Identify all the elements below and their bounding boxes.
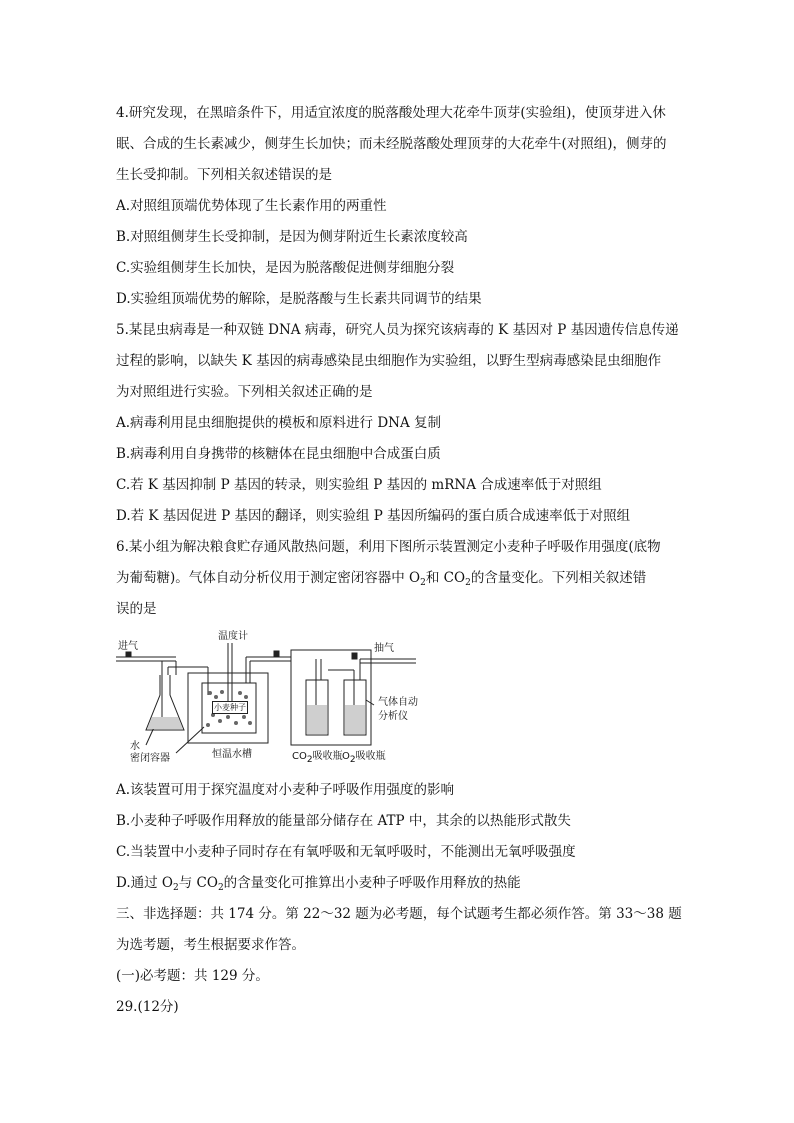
q6-option-a: A.该装置可用于探究温度对小麦种子呼吸作用强度的影响 bbox=[116, 782, 455, 798]
section3-intro-line2: 为选考题，考生根据要求作答。 bbox=[116, 937, 305, 953]
seeds-label: 小麦种子 bbox=[214, 703, 246, 712]
co2-bottle-label bbox=[292, 751, 343, 765]
outlet-valve-icon bbox=[352, 653, 357, 659]
exam-page bbox=[116, 98, 686, 1023]
q6-stem-line1: 6.某小组为解决粮食贮存通风散热问题，利用下图所示装置测定小麦种子呼吸作用强度(底物 bbox=[116, 539, 661, 555]
q5-option-b: B.病毒利用自身携带的核糖体在昆虫细胞中合成蛋白质 bbox=[116, 446, 441, 462]
water-bath-label: 恒温水槽 bbox=[212, 749, 252, 760]
q6-option-d-sub2: 2 bbox=[217, 883, 224, 893]
q4-stem-line2: 眠、合成的生长素减少，侧芽生长加快；而未经脱落酸处理顶芽的大花牵牛(对照组)，侧芽的 bbox=[116, 136, 667, 152]
q6-co2-subscript: 2 bbox=[465, 578, 471, 588]
q6-stem-line2-part1: 为葡萄糖)。气体自动分析仪用于测定密闭容器中 O bbox=[116, 570, 421, 586]
q6-option-d-part2: 与 CO bbox=[178, 875, 218, 891]
apparatus-figure bbox=[116, 631, 456, 765]
q6-stem-line2 bbox=[116, 563, 686, 594]
o2-bottle-label bbox=[342, 751, 386, 765]
q6-option-d bbox=[116, 868, 686, 899]
q4-option-a: A.对照组顶端优势体现了生长素作用的两重性 bbox=[116, 198, 387, 214]
q6-o2-subscript: 2 bbox=[420, 578, 426, 588]
required-questions-heading: (一)必考题：共 129 分。 bbox=[116, 968, 269, 984]
q6-stem-line2-part3: 的含量变化。下列相关叙述错 bbox=[470, 570, 647, 586]
o2-bottle-label-sub: 2 bbox=[349, 755, 356, 765]
q4-option-b: B.对照组侧芽生长受抑制，是因为侧芽附近生长素浓度较高 bbox=[116, 229, 468, 245]
q5-stem-line1: 5.某昆虫病毒是一种双链 DNA 病毒，研究人员为探究该病毒的 K 基因对 P 基因遗传信息传递 bbox=[116, 322, 679, 338]
q6-option-c: C.当装置中小麦种子同时存在有氧呼吸和无氧呼吸时，不能测出无氧呼吸强度 bbox=[116, 844, 576, 860]
q6-option-b: B.小麦种子呼吸作用释放的能量部分储存在 ATP 中，其余的以热能形式散失 bbox=[116, 813, 571, 829]
analyzer-label-line1: 气体自动 bbox=[378, 697, 418, 708]
analyzer-label-line2: 分析仪 bbox=[378, 711, 408, 722]
section3-intro-line1: 三、非选择题：共 174 分。第 22～32 题为必考题，每个试题考生都必须作答。第 33～38 题 bbox=[116, 906, 682, 922]
q4-option-c: C.实验组侧芽生长加快，是因为脱落酸促进侧芽细胞分裂 bbox=[116, 260, 455, 276]
o2-bottle-label-b: 吸收瓶 bbox=[355, 751, 386, 762]
co2-bottle-label-b: 吸收瓶 bbox=[312, 751, 343, 762]
q6-option-d-part3: 的含量变化可推算出小麦种子呼吸作用释放的热能 bbox=[223, 875, 521, 891]
q6-stem-line3: 误的是 bbox=[116, 601, 157, 617]
q6-stem-line2-part2: 和 CO bbox=[425, 570, 466, 586]
co2-bottle-label-sub: 2 bbox=[306, 755, 313, 765]
q5-option-a: A.病毒利用昆虫细胞提供的模板和原料进行 DNA 复制 bbox=[116, 415, 442, 431]
o2-bottle-label-a: O bbox=[342, 751, 350, 762]
thermometer-label: 温度计 bbox=[218, 631, 248, 642]
q4-stem-line1: 4.研究发现，在黑暗条件下，用适宜浓度的脱落酸处理大花牵牛顶芽(实验组)，使顶芽进入休 bbox=[116, 105, 666, 121]
q5-option-c: C.若 K 基因抑制 P 基因的转录，则实验组 P 基因的 mRNA 合成速率低于对照组 bbox=[116, 477, 602, 493]
inlet-valve-icon bbox=[126, 652, 131, 657]
q5-option-d: D.若 K 基因促进 P 基因的翻译，则实验组 P 基因所编码的蛋白质合成速率低于对照组 bbox=[116, 508, 631, 524]
q5-stem-line3: 为对照组进行实验。下列相关叙述正确的是 bbox=[116, 384, 373, 400]
water-label: 水 bbox=[130, 741, 140, 752]
q6-option-d-part1: D.通过 O bbox=[116, 875, 173, 891]
outlet-label: 抽气 bbox=[374, 643, 394, 654]
inlet-label: 进气 bbox=[118, 641, 138, 652]
sealed-container-label: 密闭容器 bbox=[130, 753, 170, 764]
q5-stem-line2: 过程的影响，以缺失 K 基因的病毒感染昆虫细胞作为实验组，以野生型病毒感染昆虫细胞作 bbox=[116, 353, 662, 369]
middle-valve-icon bbox=[274, 651, 279, 657]
q4-stem-line3: 生长受抑制。下列相关叙述错误的是 bbox=[116, 167, 332, 183]
q4-option-d: D.实验组顶端优势的解除，是脱落酸与生长素共同调节的结果 bbox=[116, 291, 482, 307]
q6-option-d-sub1: 2 bbox=[173, 883, 179, 893]
question-29-heading: 29.(12分) bbox=[116, 999, 179, 1015]
co2-bottle-label-a: CO bbox=[292, 751, 307, 762]
